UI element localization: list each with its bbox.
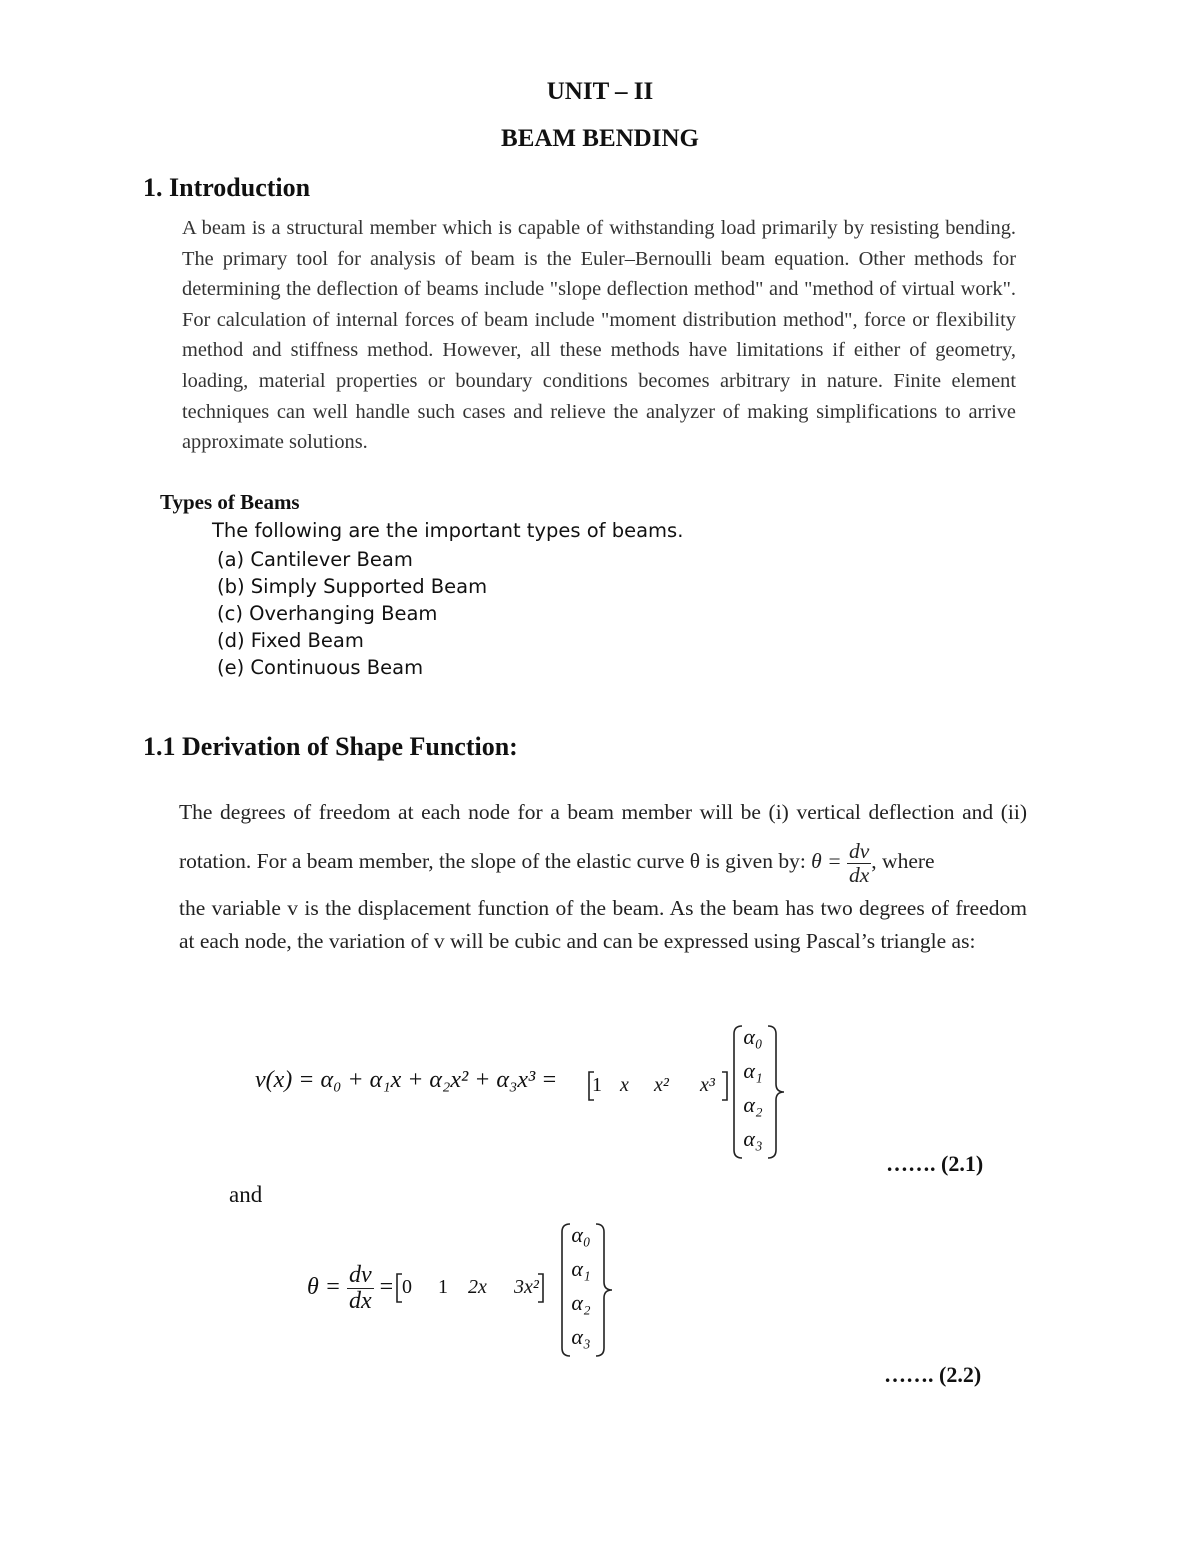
theta-symbol: θ =: [811, 849, 842, 873]
vector-entry: α₂: [571, 1290, 591, 1315]
vector-entry: α₃: [743, 1126, 763, 1151]
fraction-numerator: dv: [348, 1262, 372, 1288]
vector-entry: α₂: [743, 1092, 763, 1117]
equation-2-1-lhs: v(x) = α₀ + α₁x + α₂x² + α₃x³ =: [255, 1067, 558, 1093]
vector-entry: α₁: [743, 1058, 763, 1083]
list-item: (b) Simply Supported Beam: [217, 575, 488, 598]
fraction-numerator: dv: [849, 839, 870, 863]
row-entry: x: [620, 1074, 629, 1096]
row-entry: 2x: [468, 1276, 487, 1298]
derivation-paragraph-2: the variable v is the displacement function of the beam. As the beam has two degrees of freedom at each node, the variation of v will be cubic and can be expressed using Pascal’s triangle as:: [179, 896, 1027, 953]
introduction-paragraph: A beam is a structural member which is capable of withstanding load primarily by resisting bending. The primary tool for analysis of beam is the Euler–Bernoulli beam equation. Other methods for determining the deflection of beams include "slope deflection method" and "method of virtual work". For calculation of internal forces of beam include "moment distribution method", force or flexibility method and stiffness method. However, all these methods have limitations if either of geometry, loading, material properties or boundary conditions becomes arbitrary in nature. Finite element techniques can well handle such cases and relieve the analyzer of making simplifications to arrive approximate solutions.: [182, 217, 1016, 454]
vector-entry: α₃: [571, 1324, 591, 1349]
vector-entry: α₁: [571, 1256, 591, 1281]
paragraph-text: The degrees of freedom at each node for a beam member will be (i) vertical deflection and (ii) rotation. For a beam member, the slope of the elastic curve θ is given by:: [179, 800, 1027, 873]
equation-2-2-lhs: [307, 1263, 393, 1314]
types-intro: The following are the important types of beams.: [212, 519, 684, 542]
equation-2-1-number: ……. (2.1): [886, 1151, 984, 1176]
types-heading: Types of Beams: [160, 490, 300, 514]
row-entry: 3x²: [514, 1276, 539, 1298]
vector-entry: α₀: [571, 1222, 591, 1247]
paragraph-text-end: , where: [871, 849, 935, 873]
derivation-heading: 1.1 Derivation of Shape Function:: [143, 732, 518, 761]
slope-fraction: [847, 840, 871, 886]
equals-sign: =: [379, 1274, 394, 1301]
list-item: (c) Overhanging Beam: [217, 602, 438, 625]
beam-types-list: [217, 546, 487, 681]
derivative-fraction: [347, 1263, 374, 1314]
vector-entry: α₀: [743, 1024, 763, 1049]
row-entry: x²: [654, 1074, 669, 1096]
introduction-heading: 1. Introduction: [143, 173, 311, 202]
fraction-denominator: dx: [849, 862, 870, 887]
unit-heading: UNIT – II: [546, 78, 654, 105]
row-entry: x³: [700, 1074, 715, 1096]
derivation-paragraph-1: [179, 788, 1027, 886]
row-entry: 1: [592, 1074, 602, 1096]
equation-2-2-number: ……. (2.2): [884, 1362, 982, 1387]
row-entry: 0: [402, 1276, 412, 1298]
theta-symbol: θ =: [307, 1274, 341, 1301]
and-text: and: [229, 1182, 263, 1207]
chapter-title: BEAM BENDING: [501, 125, 699, 152]
list-item: (a) Cantilever Beam: [217, 548, 413, 571]
list-item: (d) Fixed Beam: [217, 629, 364, 652]
row-entry: 1: [438, 1276, 448, 1298]
list-item: (e) Continuous Beam: [217, 656, 424, 679]
fraction-denominator: dx: [348, 1288, 372, 1315]
